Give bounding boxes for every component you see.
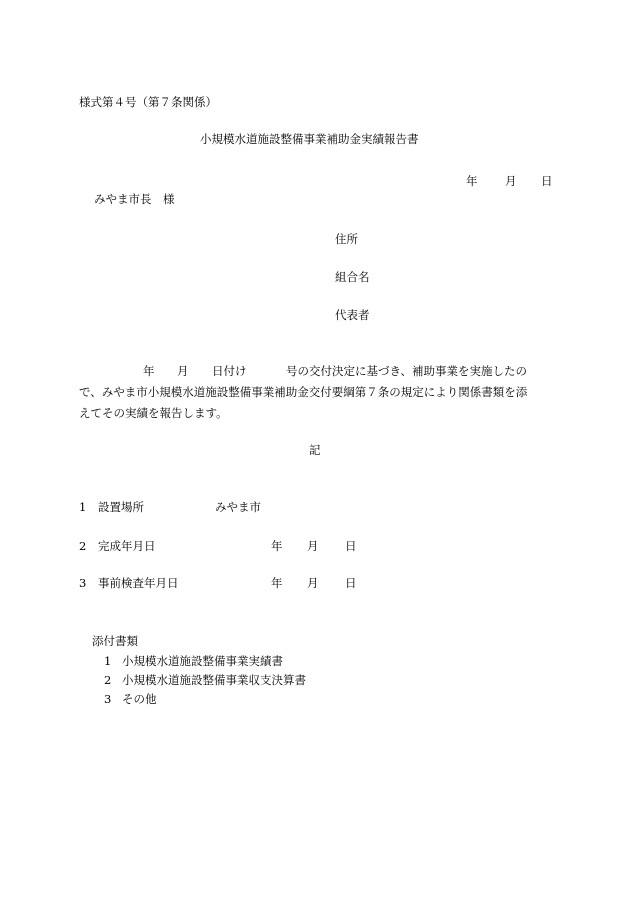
item-label: 設置場所 <box>98 500 144 514</box>
applicant-org-label: 組合名 <box>335 270 370 284</box>
item-day-label: 日 <box>345 576 357 590</box>
item-year-label: 年 <box>271 539 283 553</box>
body-line-2: で、みやま市小規模水道施設整備事業補助金交付要綱第７条の規定により関係書類を添 <box>79 385 528 399</box>
decision-month-label: 月 <box>177 364 189 378</box>
body-line-1: 号の交付決定に基づき、補助事業を実施したの <box>286 364 528 378</box>
attachment-label: 小規模水道施設整備事業収支決算書 <box>122 673 306 687</box>
addressee: みやま市長 様 <box>94 192 175 206</box>
date-month-label: 月 <box>505 174 517 188</box>
attachment-number: 1 <box>104 654 112 668</box>
item-label: 完成年月日 <box>98 539 156 553</box>
item-month-label: 月 <box>307 576 319 590</box>
attachment-number: 3 <box>104 692 112 706</box>
item-number: 1 <box>79 500 87 514</box>
ki-heading: 記 <box>309 443 321 457</box>
applicant-rep-label: 代表者 <box>335 308 370 322</box>
decision-day-label: 日付け <box>212 364 247 378</box>
form-number: 様式第４号（第７条関係） <box>79 95 217 109</box>
document-title: 小規模水道施設整備事業補助金実績報告書 <box>200 132 419 146</box>
applicant-address-label: 住所 <box>335 232 358 246</box>
attachments-heading: 添付書類 <box>92 634 138 648</box>
attachment-number: 2 <box>104 673 112 687</box>
item-number: 2 <box>79 539 87 553</box>
attachment-label: その他 <box>122 692 157 706</box>
attachment-label: 小規模水道施設整備事業実績書 <box>122 654 283 668</box>
date-year-label: 年 <box>466 174 478 188</box>
item-day-label: 日 <box>345 539 357 553</box>
decision-year-label: 年 <box>143 364 155 378</box>
item-year-label: 年 <box>271 576 283 590</box>
item-number: 3 <box>79 576 87 590</box>
item-label: 事前検査年月日 <box>98 576 179 590</box>
item-month-label: 月 <box>307 539 319 553</box>
body-line-3: えてその実績を報告します。 <box>79 406 228 420</box>
item-value: みやま市 <box>215 500 261 514</box>
date-day-label: 日 <box>541 174 553 188</box>
